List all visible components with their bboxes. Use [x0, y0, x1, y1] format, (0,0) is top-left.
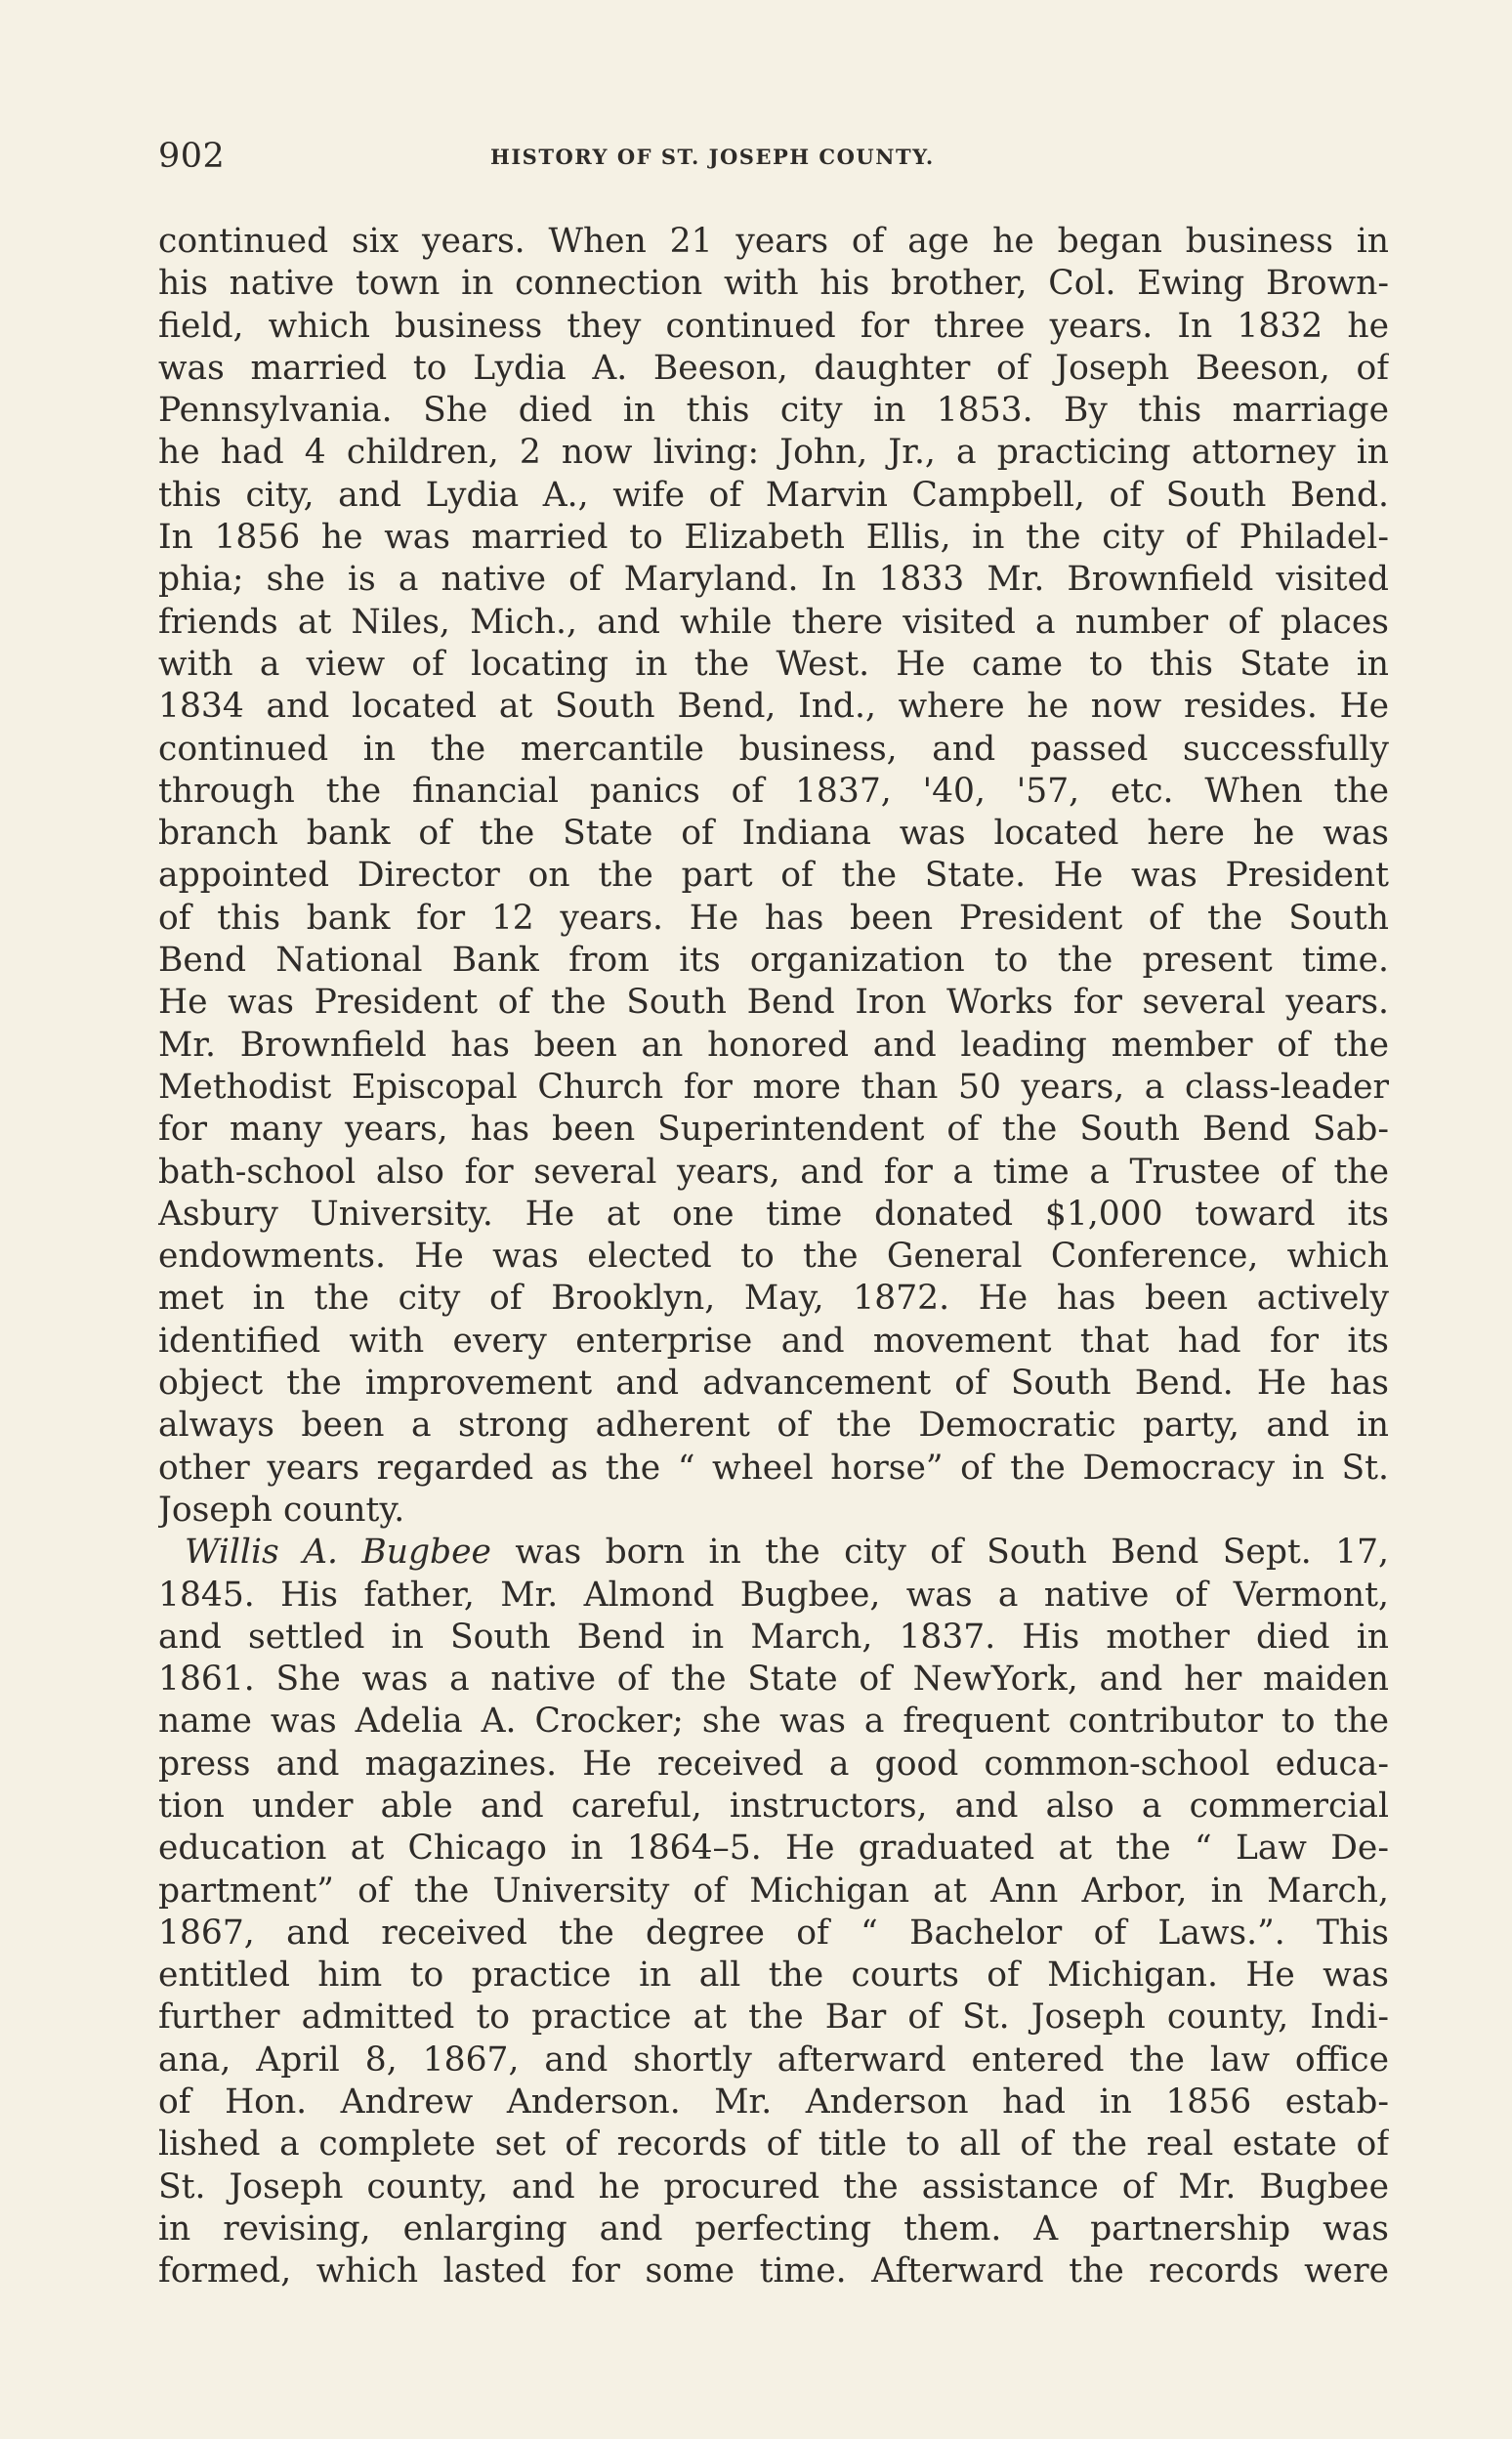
- text-line: Bend National Bank from its organization to the present time.: [158, 941, 1389, 981]
- text-line: education at Chicago in 1864–5. He graduated at the “ Law De-: [158, 1829, 1389, 1869]
- text-line: lished a complete set of records of title to all of the real estate of: [158, 2124, 1389, 2165]
- paragraph-start-text: was born in the city of South Bend Sept. 17,: [490, 1533, 1389, 1573]
- text-line: Pennsylvania. She died in this city in 1853. By this marriage: [158, 391, 1389, 431]
- text-line: continued in the mercantile business, and passed successfully: [158, 729, 1389, 769]
- text-line: this city, and Lydia A., wife of Marvin Campbell, of South Bend.: [158, 475, 1389, 515]
- text-line: identified with every enterprise and movement that had for its: [158, 1321, 1389, 1361]
- text-line: for many years, has been Superintendent of the South Bend Sab-: [158, 1110, 1389, 1150]
- text-line: entitled him to practice in all the courts of Michigan. He was: [158, 1955, 1389, 1996]
- text-line: object the improvement and advancement of South Bend. He has: [158, 1364, 1389, 1404]
- running-head: HISTORY OF ST. JOSEPH COUNTY.: [490, 145, 935, 169]
- text-line: of this bank for 12 years. He has been President of the South: [158, 898, 1389, 938]
- text-line: appointed Director on the part of the State. He was President: [158, 856, 1389, 896]
- text-line: Methodist Episcopal Church for more than 50 years, a class-leader: [158, 1067, 1389, 1107]
- text-line: endowments. He was elected to the General Conference, which: [158, 1237, 1389, 1277]
- paragraph-start-line: [158, 1532, 1389, 1574]
- text-line: tion under able and careful, instructors, and also a commercial: [158, 1786, 1389, 1826]
- text-line: was married to Lydia A. Beeson, daughter of Joseph Beeson, of: [158, 348, 1389, 388]
- text-line: met in the city of Brooklyn, May, 1872. He has been actively: [158, 1279, 1389, 1319]
- text-line: phia; she is a native of Maryland. In 1833 Mr. Brownfield visited: [158, 560, 1389, 600]
- page-number: 902: [158, 137, 226, 176]
- text-line: name was Adelia A. Crocker; she was a frequent contributor to the: [158, 1702, 1389, 1742]
- text-line: 1867, and received the degree of “ Bachelor of Laws.”. This: [158, 1913, 1389, 1953]
- text-line: in revising, enlarging and perfecting them. A partnership was: [158, 2208, 1389, 2249]
- text-line: through the financial panics of 1837, '40, '57, etc. When the: [158, 771, 1389, 811]
- text-line: with a view of locating in the West. He came to this State in: [158, 644, 1389, 684]
- text-line: field, which business they continued for three years. In 1832 he: [158, 306, 1389, 346]
- body-text: [158, 221, 1389, 2293]
- text-line: branch bank of the State of Indiana was located here he was: [158, 814, 1389, 854]
- text-line: further admitted to practice at the Bar of St. Joseph county, Indi-: [158, 1997, 1389, 2038]
- text-line: and settled in South Bend in March, 1837. His mother died in: [158, 1617, 1389, 1657]
- text-line: ana, April 8, 1867, and shortly afterward entered the law office: [158, 2040, 1389, 2080]
- text-line: In 1856 he was married to Elizabeth Ellis, in the city of Philadel-: [158, 518, 1389, 558]
- paragraph-end-line: Joseph county.: [158, 1490, 405, 1530]
- page-header: [158, 135, 1389, 184]
- text-line: friends at Niles, Mich., and while there visited a number of places: [158, 602, 1389, 642]
- text-line: 1834 and located at South Bend, Ind., where he now resides. He: [158, 687, 1389, 727]
- text-line: press and magazines. He received a good common-school educa-: [158, 1744, 1389, 1784]
- subject-name: Willis A. Bugbee: [185, 1533, 491, 1573]
- text-line: formed, which lasted for some time. Afterward the records were: [158, 2251, 1389, 2292]
- text-line: 1845. His father, Mr. Almond Bugbee, was a native of Vermont,: [158, 1575, 1389, 1615]
- text-line: Asbury University. He at one time donated $1,000 toward its: [158, 1194, 1389, 1234]
- text-line: other years regarded as the “ wheel horse” of the Democracy in St.: [158, 1448, 1389, 1488]
- text-line: Mr. Brownfield has been an honored and leading member of the: [158, 1025, 1389, 1065]
- text-line: He was President of the South Bend Iron Works for several years.: [158, 983, 1389, 1023]
- text-line: of Hon. Andrew Anderson. Mr. Anderson had in 1856 estab-: [158, 2082, 1389, 2123]
- text-line: partment” of the University of Michigan at Ann Arbor, in March,: [158, 1871, 1389, 1911]
- text-line: always been a strong adherent of the Democratic party, and in: [158, 1406, 1389, 1446]
- text-line: continued six years. When 21 years of age he began business in: [158, 222, 1389, 261]
- text-line: bath-school also for several years, and for a time a Trustee of the: [158, 1152, 1389, 1192]
- text-line: he had 4 children, 2 now living: John, Jr., a practicing attorney in: [158, 433, 1389, 473]
- text-line: 1861. She was a native of the State of NewYork, and her maiden: [158, 1660, 1389, 1700]
- text-line: St. Joseph county, and he procured the assistance of Mr. Bugbee: [158, 2166, 1389, 2207]
- text-line: his native town in connection with his brother, Col. Ewing Brown-: [158, 264, 1389, 304]
